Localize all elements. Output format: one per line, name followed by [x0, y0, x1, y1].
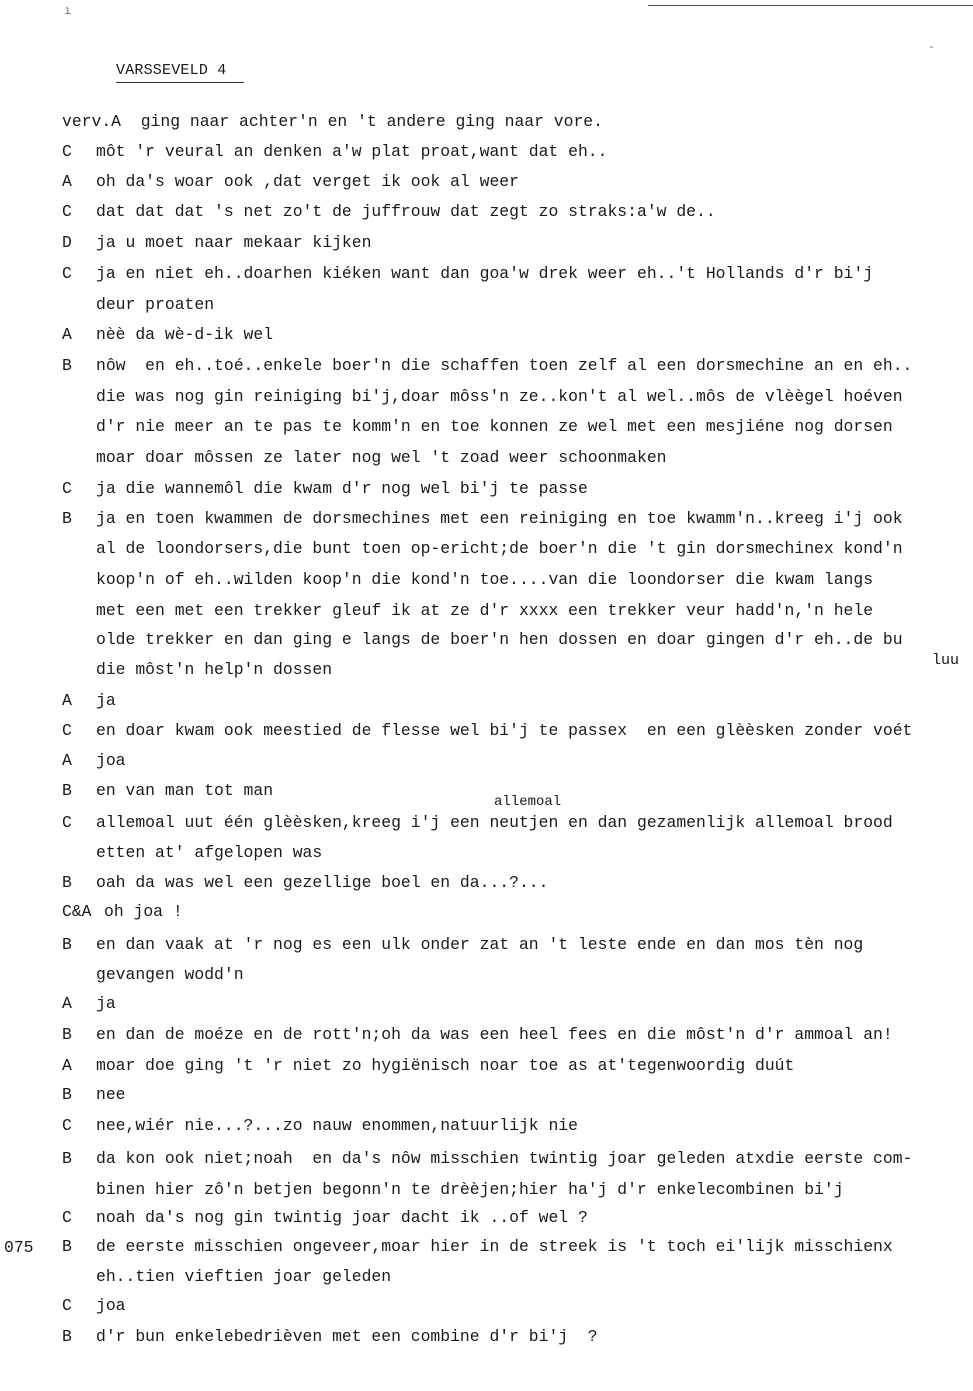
line-text: olde trekker en dan ging e langs de boer'n hen dossen en doar gingen d'r eh..de bu — [96, 630, 903, 649]
speaker-label: A — [62, 691, 72, 710]
speaker-label: B — [62, 1025, 72, 1044]
transcript-line — [0, 474, 973, 504]
insertion-note: allemoal — [494, 794, 562, 810]
transcript-line — [0, 808, 973, 838]
line-text: môt 'r veural an denken a'w plat proat,want dat eh.. — [96, 142, 608, 161]
line-text: ja en niet eh..doarhen kiéken want dan goa'w drek weer eh..'t Hollands d'r bi'j — [96, 264, 874, 283]
speaker-label: A — [62, 1056, 72, 1075]
speaker-label: C — [62, 1296, 72, 1315]
line-text: d'r nie meer an te pas te komm'n en toe konnen ze wel met een mesjiéne nog dorsen — [96, 417, 893, 436]
speaker-label: B — [62, 1085, 72, 1104]
line-text: joa — [96, 751, 126, 770]
line-text: die môst'n help'n dossen — [96, 660, 333, 679]
transcript-line — [0, 107, 973, 137]
line-text: nee — [96, 1085, 126, 1104]
title-underline — [116, 82, 244, 83]
line-text: oah da was wel een gezellige boel en da...?... — [96, 873, 549, 892]
line-text: verv.A ging naar achter'n en 't andere ging naar vore. — [62, 112, 603, 131]
transcript-line — [0, 1020, 973, 1050]
line-text: joa — [96, 1296, 126, 1315]
stray-mark: ı — [64, 4, 72, 18]
line-text: moar doar môssen ze later nog wel 't zoad weer schoonmaken — [96, 448, 667, 467]
transcript-line — [0, 838, 973, 868]
transcript-line — [0, 137, 973, 167]
transcript-line — [0, 197, 973, 227]
line-text: eh..tien vieftien joar geleden — [96, 1267, 392, 1286]
transcript-line — [0, 746, 973, 776]
transcript-line — [0, 868, 973, 898]
speaker-label: A — [62, 751, 72, 770]
line-text: oh da's woar ook ,dat verget ik ook al weer — [96, 172, 519, 191]
line-text: al de loondorsers,die bunt toen op-ericht;de boer'n die 't gin dorsmechinex kond'n — [96, 539, 903, 558]
speaker-label: C — [62, 202, 72, 221]
line-text: en dan vaak at 'r nog es een ulk onder zat an 't leste ende en dan mos tèn nog — [96, 935, 864, 954]
transcript-line — [0, 1080, 973, 1110]
speaker-label: C — [62, 1116, 72, 1135]
transcript-line — [0, 167, 973, 197]
transcript-line — [0, 989, 973, 1019]
line-text: binen hier zô'n betjen begonn'n te drèèjen;hier ha'j d'r enkelecombinen bi'j — [96, 1180, 844, 1199]
transcript-line — [0, 412, 973, 442]
transcript-line — [0, 565, 973, 595]
transcript-line — [0, 351, 973, 381]
margin-note: luu — [932, 652, 960, 669]
transcript-line — [0, 1203, 973, 1233]
transcript-line — [0, 320, 973, 350]
transcript-line — [0, 382, 973, 412]
transcript-line — [0, 716, 973, 746]
line-text: nee,wiér nie...?...zo nauw enommen,natuurlijk nie — [96, 1116, 578, 1135]
transcript-line — [0, 1291, 973, 1321]
line-text: noah da's nog gin twintig joar dacht ik ..of wel ? — [96, 1208, 588, 1227]
line-text: nôw en eh..toé..enkele boer'n die schaffen toen zelf al een dorsmechine an en eh.. — [96, 356, 913, 375]
line-text: ja en toen kwammen de dorsmechines met een reiniging en toe kwamm'n..kreeg i'j ook — [96, 509, 903, 528]
line-text: deur proaten — [96, 295, 215, 314]
page-title: VARSSEVELD 4 — [116, 62, 227, 79]
line-text: de eerste misschien ongeveer,moar hier in de streek is 't toch ei'lijk misschienx — [96, 1237, 893, 1256]
line-text: ja u moet naar mekaar kijken — [96, 233, 372, 252]
speaker-label: B — [62, 1237, 72, 1256]
line-number: 075 — [4, 1238, 34, 1257]
line-text: ja — [96, 994, 116, 1013]
transcript-line — [0, 443, 973, 473]
line-text: d'r bun enkelebedrièven met een combine d'r bi'j ? — [96, 1327, 598, 1346]
transcript-line — [0, 1051, 973, 1081]
speaker-label: B — [62, 509, 72, 528]
transcript-line — [0, 259, 973, 289]
speaker-label: C&A — [62, 902, 92, 921]
line-text: ja — [96, 691, 116, 710]
speaker-label: C — [62, 1208, 72, 1227]
line-text: met een met een trekker gleuf ik at ze d'r xxxx een trekker veur hadd'n,'n hele — [96, 601, 874, 620]
speaker-label: C — [62, 813, 72, 832]
transcript-line — [0, 897, 973, 927]
speaker-label: C — [62, 721, 72, 740]
transcript-line — [0, 686, 973, 716]
transcript-line — [0, 655, 973, 685]
speaker-label: D — [62, 233, 72, 252]
line-text: en van man tot man — [96, 781, 274, 800]
line-text: nèè da wè-d-ik wel — [96, 325, 274, 344]
line-text: koop'n of eh..wilden koop'n die kond'n toe....van die loondorser die kwam langs — [96, 570, 874, 589]
line-text: ja die wannemôl die kwam d'r nog wel bi'j te passe — [96, 479, 588, 498]
transcript-line — [0, 504, 973, 534]
transcript-line — [0, 596, 973, 626]
speaker-label: B — [62, 935, 72, 954]
transcript-line — [0, 930, 973, 960]
transcript-line — [0, 625, 973, 655]
line-text: en dan de moéze en de rott'n;oh da was een heel fees en die môst'n d'r ammoal an! — [96, 1025, 893, 1044]
transcript-line — [0, 290, 973, 320]
speaker-label: C — [62, 142, 72, 161]
speaker-label: A — [62, 172, 72, 191]
transcript-line — [0, 960, 973, 990]
transcript-line — [0, 1175, 973, 1205]
transcript-line — [0, 1144, 973, 1174]
transcript-line — [0, 1232, 973, 1262]
line-text: die was nog gin reiniging bi'j,doar môss'n ze..kon't al wel..môs de vlèègel hoéven — [96, 387, 903, 406]
line-text: allemoal uut één glèèsken,kreeg i'j een neutjen en dan gezamenlijk allemoal brood — [96, 813, 893, 832]
speaker-label: C — [62, 479, 72, 498]
speaker-label: B — [62, 873, 72, 892]
speaker-label: A — [62, 994, 72, 1013]
transcript-line — [0, 228, 973, 258]
speaker-label: B — [62, 356, 72, 375]
transcript-line — [0, 1262, 973, 1292]
transcript-line — [0, 776, 973, 806]
speaker-label: B — [62, 781, 72, 800]
transcript-line — [0, 1111, 973, 1141]
speaker-label: C — [62, 264, 72, 283]
transcript-line — [0, 534, 973, 564]
top-rule — [648, 5, 973, 6]
line-text: da kon ook niet;noah en da's nôw misschien twintig joar geleden atxdie eerste com- — [96, 1149, 913, 1168]
line-text: moar doe ging 't 'r niet zo hygiënisch noar toe as at'tegenwoordig duút — [96, 1056, 795, 1075]
line-text: etten at' afgelopen was — [96, 843, 323, 862]
stray-mark: - — [928, 40, 936, 54]
speaker-label: A — [62, 325, 72, 344]
speaker-label: B — [62, 1149, 72, 1168]
speaker-label: B — [62, 1327, 72, 1346]
line-text: en doar kwam ook meestied de flesse wel bi'j te passex en een glèèsken zonder voét — [96, 721, 913, 740]
line-text: gevangen wodd'n — [96, 965, 244, 984]
line-text: dat dat dat 's net zo't de juffrouw dat zegt zo straks:a'w de.. — [96, 202, 716, 221]
transcript-line — [0, 1322, 973, 1352]
line-text: oh joa ! — [104, 902, 183, 921]
